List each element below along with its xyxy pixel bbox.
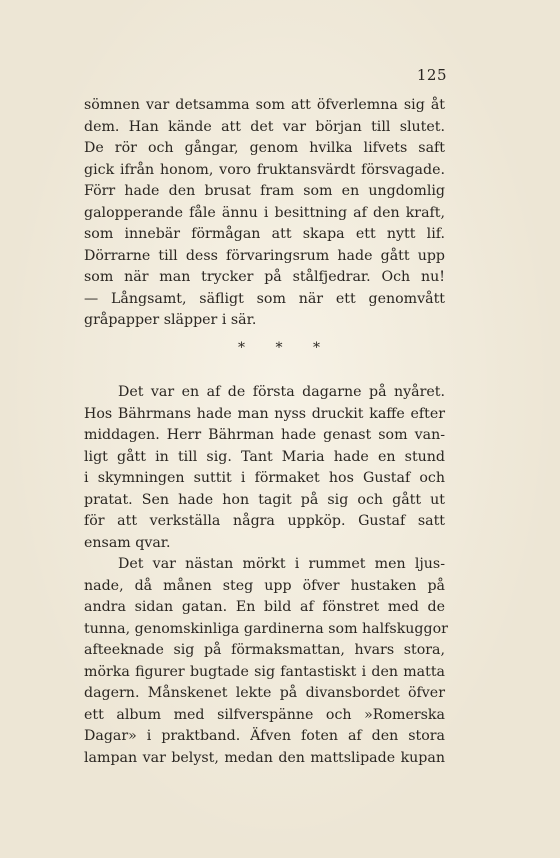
text-line: tunna, genomskinliga gardinerna som halfskuggor <box>84 620 448 637</box>
text-line: Förr hade den brusat fram som en ungdomlig <box>84 183 445 199</box>
paragraph-group <box>84 382 448 769</box>
text-line: Det var nästan mörkt i rummet men ljus- <box>118 556 445 572</box>
text-line: dagern. Månskenet lekte på divansbordet öfver <box>84 685 445 701</box>
paragraph-3 <box>84 554 448 769</box>
text-line: ett album med silfverspänne och »Romerska <box>84 706 445 723</box>
text-line: middagen. Herr Bährman hade genast som van- <box>84 427 445 443</box>
text-line: dem. Han kände att det var början till slutet. <box>84 118 445 135</box>
text-line: De rör och gångar, genom hvilka lifvets saft <box>84 140 445 156</box>
text-line: gråpapper släpper i sär. <box>84 312 257 328</box>
text-line: lampan var belyst, medan den mattslipade kupan <box>84 749 445 766</box>
paragraph-2 <box>84 382 445 554</box>
text-line: galopperande fåle ännu i besittning af den kraft, <box>84 204 445 221</box>
text-line: ligt gått in till sig. Tant Maria hade en stund <box>84 448 445 465</box>
text-line: i skymningen suttit i förmaket hos Gustaf och <box>84 470 445 486</box>
text-line: — Långsamt, säfligt som när ett genomvått <box>84 290 445 307</box>
text-line: som när man trycker på stålfjedrar. Och nu! <box>84 269 445 285</box>
text-line: ensam qvar. <box>84 534 171 551</box>
page-number: 125 <box>416 66 447 84</box>
text-line: Dörrarne till dess förvaringsrum hade gått upp <box>84 247 445 264</box>
text-line: Hos Bährmans hade man nyss druckit kaffe efter <box>84 405 445 422</box>
text-line: som innebär förmågan att skapa ett nytt lif. <box>84 226 445 242</box>
text-line: Det var en af de första dagarne på nyåret. <box>118 384 445 400</box>
text-line: gick ifrån honom, voro fruktansvärdt försvagade. <box>84 161 445 178</box>
text-line: sömnen var detsamma som att öfverlemna sig åt <box>84 97 445 113</box>
text-line: Dagar» i praktband. Äfven foten af den stora <box>84 728 445 744</box>
text-line: afteeknade sig på förmaksmattan, hvars stora, <box>84 642 445 658</box>
paragraph-1 <box>84 95 445 332</box>
text-line: pratat. Sen hade hon tagit på sig och gått ut <box>84 491 445 508</box>
text-line: nade, då månen steg upp öfver hustaken på <box>84 577 445 594</box>
text-line: mörka figurer bugtade sig fantastiskt i den matta <box>84 663 445 680</box>
text-line: andra sidan gatan. En bild af fönstret med de <box>84 599 445 615</box>
text-line: för att verkställa några uppköp. Gustaf satt <box>84 513 445 529</box>
section-separator: * * * <box>238 340 322 356</box>
